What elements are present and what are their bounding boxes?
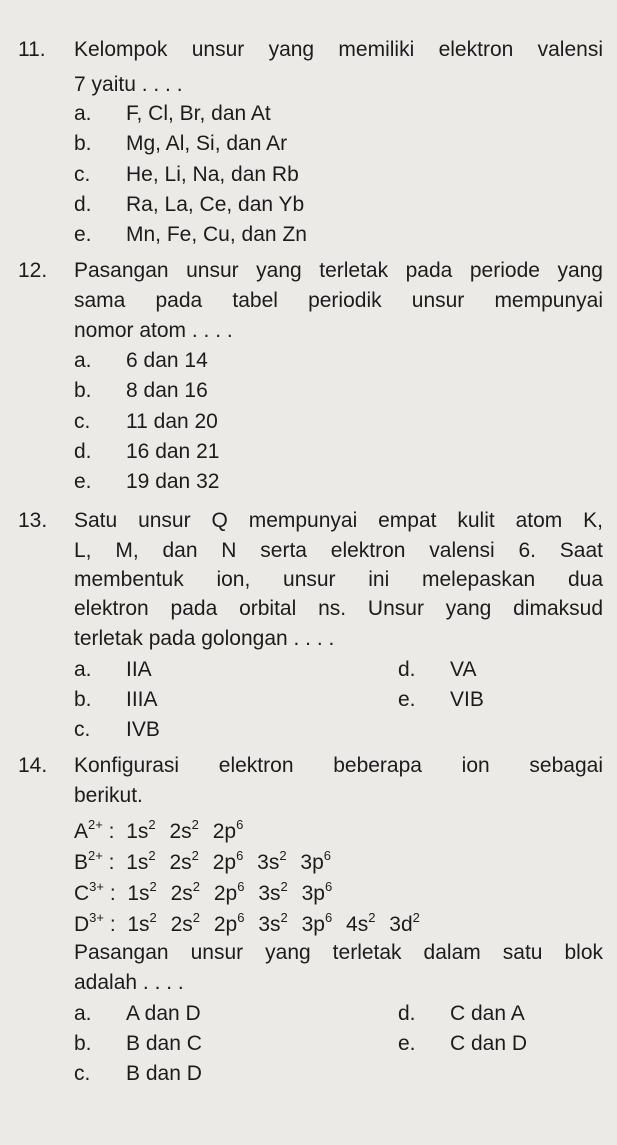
question-stem-line: Kelompok unsur yang memiliki elektron valensi <box>74 38 603 61</box>
question-stem-line: Pasangan unsur yang terletak dalam satu blok <box>74 941 603 964</box>
electron-configuration: $C^{3+}$ : $1s^2$ $2s^2$ $2p^6$ $3s^2$ $3p^6$ <box>74 879 333 905</box>
option-b[interactable]: b. B dan C <box>74 1032 202 1055</box>
option-a[interactable]: a. A dan D <box>74 1002 201 1025</box>
option-b[interactable]: b. Mg, Al, Si, dan Ar <box>74 132 288 155</box>
electron-configuration: $A^{2+}$ : $1s^2$ $2s^2$ $2p^6$ <box>74 817 244 843</box>
option-a[interactable]: a. F, Cl, Br, dan At <box>74 102 271 125</box>
option-e[interactable]: e. C dan D <box>398 1032 528 1055</box>
question-number: 11. <box>18 38 46 61</box>
question-stem-line: Pasangan unsur yang terletak pada periode yang <box>74 259 603 282</box>
option-b[interactable]: b. IIIA <box>74 688 158 711</box>
option-a[interactable]: a. IIA <box>74 658 152 681</box>
question-stem-line: terletak pada golongan . . . . <box>74 627 335 650</box>
option-d[interactable]: d. Ra, La, Ce, dan Yb <box>74 193 305 216</box>
option-e[interactable]: e. Mn, Fe, Cu, dan Zn <box>74 223 307 246</box>
option-e[interactable]: e. VIB <box>398 688 484 711</box>
question-number: 12. <box>18 259 48 282</box>
question-stem-line: L, M, dan N serta elektron valensi 6. Saat <box>74 539 603 562</box>
question-number: 13. <box>18 509 48 532</box>
electron-configuration: $B^{2+}$ : $1s^2$ $2s^2$ $2p^6$ $3s^2$ $3p^6$ <box>74 848 332 874</box>
question-stem-line: 7 yaitu . . . . <box>74 73 183 96</box>
question-stem-line: sama pada tabel periodik unsur mempunyai <box>74 289 603 312</box>
electron-configuration: $D^{3+}$ : $1s^2$ $2s^2$ $2p^6$ $3s^2$ $3p^6$ $4s^2$ $3d^2$ <box>74 910 420 936</box>
option-d[interactable]: d. 16 dan 21 <box>74 440 220 463</box>
question-stem-line: nomor atom . . . . <box>74 319 233 342</box>
question-stem-line: elektron pada orbital ns. Unsur yang dimaksud <box>74 597 603 620</box>
question-stem-line: berikut. <box>74 784 143 807</box>
question-stem-line: Satu unsur Q mempunyai empat kulit atom K, <box>74 509 603 532</box>
option-c[interactable]: c. 11 dan 20 <box>74 410 218 433</box>
question-stem-line: Konfigurasi elektron beberapa ion sebagai <box>74 754 603 777</box>
option-a[interactable]: a. 6 dan 14 <box>74 349 208 372</box>
option-c[interactable]: c. He, Li, Na, dan Rb <box>74 163 299 186</box>
option-d[interactable]: d. C dan A <box>398 1002 525 1025</box>
question-number: 14. <box>18 754 48 777</box>
option-d[interactable]: d. VA <box>398 658 477 681</box>
option-c[interactable]: c. IVB <box>74 718 160 741</box>
question-stem-line: membentuk ion, unsur ini melepaskan dua <box>74 568 603 591</box>
question-stem-line: adalah . . . . <box>74 971 184 994</box>
option-c[interactable]: c. B dan D <box>74 1062 202 1085</box>
option-b[interactable]: b. 8 dan 16 <box>74 379 208 402</box>
option-e[interactable]: e. 19 dan 32 <box>74 470 220 493</box>
